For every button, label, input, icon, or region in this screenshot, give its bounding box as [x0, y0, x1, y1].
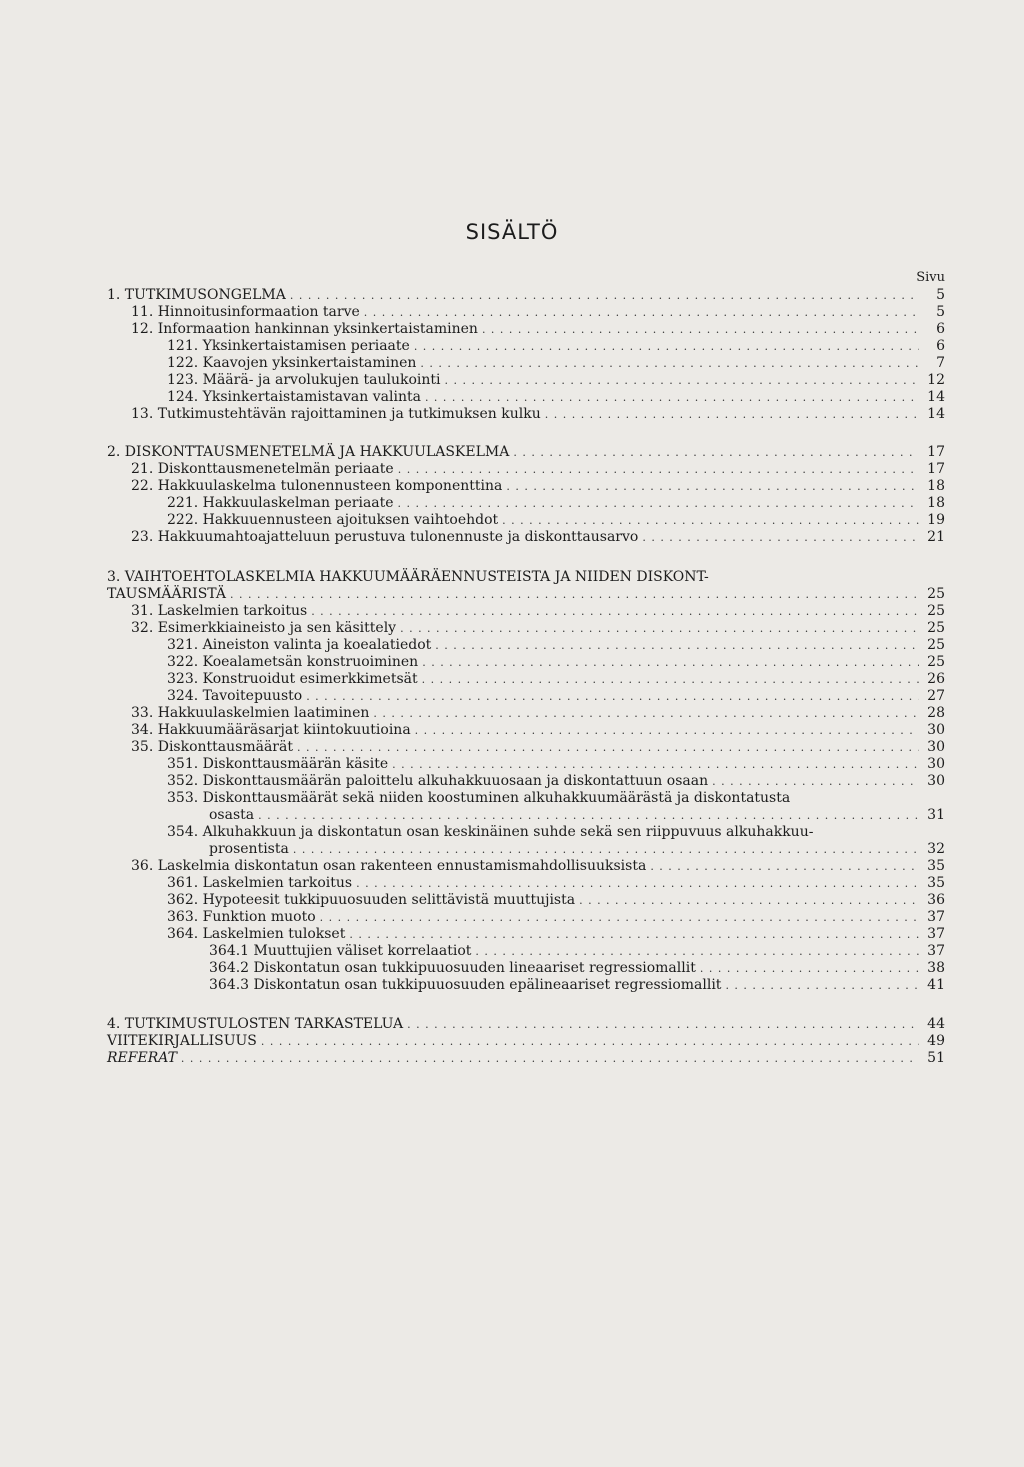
toc-entry-page: 44	[927, 1016, 945, 1032]
toc-entry-page: 7	[936, 355, 945, 371]
toc-entry-page: 31	[927, 807, 945, 823]
dot-leader	[725, 977, 919, 994]
toc-entry-label: 351. Diskonttausmäärän käsite	[167, 756, 389, 772]
toc-entry-label: 122. Kaavojen yksinkertaistaminen	[167, 355, 417, 371]
toc-entry-label: 321. Aineiston valinta ja koealatiedot	[167, 637, 432, 653]
toc-entry-label: 31. Laskelmien tarkoitus	[131, 603, 308, 619]
toc-entry-page: 25	[927, 637, 945, 653]
toc-entry-page: 37	[927, 909, 945, 925]
toc-entry-label: 2. DISKONTTAUSMENETELMÄ JA HAKKUULASKELMA	[107, 444, 510, 460]
dot-leader	[475, 943, 919, 960]
toc-entry-label: REFERAT	[107, 1050, 177, 1066]
toc-entry	[167, 637, 945, 654]
toc-entry-page: 37	[927, 926, 945, 942]
toc-entry-page: 30	[927, 756, 945, 772]
toc-entry-label: 1. TUTKIMUSONGELMA	[107, 287, 286, 303]
dot-leader	[414, 338, 919, 355]
toc-entry-page: 25	[927, 586, 945, 602]
dot-leader	[513, 444, 919, 461]
toc-entry-label: 35. Diskonttausmäärät	[131, 739, 293, 755]
toc-entry-label: TAUSMÄÄRISTÄ	[107, 586, 226, 602]
toc-entry	[131, 858, 945, 875]
toc-entry	[167, 355, 945, 372]
toc-entry	[209, 841, 945, 858]
toc-entry-label: 354. Alkuhakkuun ja diskontatun osan keskinäinen suhde sekä sen riippuvuus alkuhakkuu-	[167, 824, 814, 840]
toc-entry-label: 33. Hakkuulaskelmien laatiminen	[131, 705, 370, 721]
dot-leader	[320, 909, 919, 926]
dot-leader	[444, 372, 919, 389]
toc-entry-label: 22. Hakkuulaskelma tulonennusteen komponenttina	[131, 478, 503, 494]
toc-entry	[167, 372, 945, 389]
toc-entry	[167, 756, 945, 773]
toc-entry	[131, 705, 945, 722]
toc-entry	[107, 444, 945, 461]
toc-entry-page: 32	[927, 841, 945, 857]
dot-leader	[392, 756, 919, 773]
toc-entry	[131, 603, 945, 620]
toc-entry-page: 18	[927, 495, 945, 511]
toc-entry-page: 26	[927, 671, 945, 687]
toc-entry-page: 21	[927, 529, 945, 545]
toc-entry-label: 23. Hakkuumahtoajatteluun perustuva tulonennuste ja diskonttausarvo	[131, 529, 639, 545]
toc-entry	[209, 977, 945, 994]
toc-entry-label: 121. Yksinkertaistamisen periaate	[167, 338, 410, 354]
toc-entry-label: prosentista	[209, 841, 289, 857]
toc-entry-label: 322. Koealametsän konstruoiminen	[167, 654, 419, 670]
dot-leader	[398, 495, 919, 512]
dot-leader	[356, 875, 919, 892]
dot-leader	[422, 671, 919, 688]
toc-entry-page: 35	[927, 858, 945, 874]
toc-entry-label: 363. Funktion muoto	[167, 909, 316, 925]
toc-entry-label: 364. Laskelmien tulokset	[167, 926, 346, 942]
dot-leader	[306, 688, 919, 705]
toc-entry	[167, 389, 945, 406]
dot-leader	[364, 304, 919, 321]
toc-entry-label: 4. TUTKIMUSTULOSTEN TARKASTELUA	[107, 1016, 404, 1032]
dot-leader	[290, 287, 919, 304]
dot-leader	[373, 705, 919, 722]
toc-entry-page: 17	[927, 461, 945, 477]
toc-entry-page: 25	[927, 603, 945, 619]
toc-entry-label: 353. Diskonttausmäärät sekä niiden koostuminen alkuhakkuumäärästä ja diskontatusta	[167, 790, 791, 806]
toc-entry-label: 323. Konstruoidut esimerkkimetsät	[167, 671, 418, 687]
toc-entry	[107, 586, 945, 603]
dot-leader	[258, 807, 919, 824]
toc-entry-label: 32. Esimerkkiaineisto ja sen käsittely	[131, 620, 397, 636]
toc-entry-label: 36. Laskelmia diskontatun osan rakenteen ennustamismahdollisuuksista	[131, 858, 647, 874]
toc-entry-page: 12	[927, 372, 945, 388]
toc-entry-page: 38	[927, 960, 945, 976]
dot-leader	[712, 773, 919, 790]
toc-entry	[107, 569, 945, 586]
toc-entry	[167, 671, 945, 688]
dot-leader	[420, 355, 919, 372]
toc-entry-label: 361. Laskelmien tarkoitus	[167, 875, 353, 891]
toc-entry-page: 30	[927, 739, 945, 755]
toc-entry	[167, 892, 945, 909]
toc-entry-page: 17	[927, 444, 945, 460]
toc-entry	[131, 304, 945, 321]
toc-entry-page: 14	[927, 389, 945, 405]
toc-entry-label: 364.3 Diskontatun osan tukkipuuosuuden epälineaariset regressiomallit	[209, 977, 722, 993]
dot-leader	[422, 654, 919, 671]
toc-entry	[167, 790, 945, 807]
toc-entry-label: 3. VAIHTOEHTOLASKELMIA HAKKUUMÄÄRÄENNUSTEISTA JA NIIDEN DISKONT-	[107, 569, 709, 585]
dot-leader	[398, 461, 919, 478]
toc-entry-label: 12. Informaation hankinnan yksinkertaistaminen	[131, 321, 478, 337]
toc-entry-label: 34. Hakkuumääräsarjat kiintokuutioina	[131, 722, 411, 738]
toc-entry	[131, 529, 945, 546]
toc-entry	[131, 406, 945, 423]
dot-leader	[400, 620, 919, 637]
dot-leader	[407, 1016, 919, 1033]
toc-entry-label: 352. Diskonttausmäärän paloittelu alkuhakkuuosaan ja diskontattuun osaan	[167, 773, 709, 789]
toc-entry	[167, 495, 945, 512]
dot-leader	[230, 586, 919, 603]
dot-leader	[415, 722, 919, 739]
toc-entry	[107, 1050, 945, 1067]
dot-leader	[311, 603, 919, 620]
page-column-header: Sivu	[916, 270, 945, 285]
toc-entry	[131, 478, 945, 495]
toc-entry	[167, 875, 945, 892]
dot-leader	[297, 739, 919, 756]
toc-entry	[131, 722, 945, 739]
dot-leader	[545, 406, 919, 423]
toc-entry-label: 364.1 Muuttujien väliset korrelaatiot	[209, 943, 472, 959]
toc-entry	[209, 960, 945, 977]
toc-entry-page: 28	[927, 705, 945, 721]
toc-entry-page: 5	[936, 287, 945, 303]
toc-entry-page: 51	[927, 1050, 945, 1066]
toc-entry	[167, 338, 945, 355]
toc-entry-label: osasta	[209, 807, 255, 823]
toc-entry-page: 19	[927, 512, 945, 528]
dot-leader	[502, 512, 919, 529]
toc-entry-label: 13. Tutkimustehtävän rajoittaminen ja tutkimuksen kulku	[131, 406, 541, 422]
dot-leader	[425, 389, 919, 406]
toc-entry	[167, 512, 945, 529]
toc-entry	[131, 321, 945, 338]
toc-entry-page: 35	[927, 875, 945, 891]
dot-leader	[435, 637, 919, 654]
toc-entry-label: 21. Diskonttausmenetelmän periaate	[131, 461, 394, 477]
toc-entry-label: 222. Hakkuuennusteen ajoituksen vaihtoehdot	[167, 512, 499, 528]
toc-entry-page: 27	[927, 688, 945, 704]
toc-entry-label: 11. Hinnoitusinformaation tarve	[131, 304, 360, 320]
toc-entry-page: 30	[927, 773, 945, 789]
toc-entry-page: 18	[927, 478, 945, 494]
toc-entry	[167, 926, 945, 943]
toc-entry-page: 14	[927, 406, 945, 422]
toc-entry	[167, 824, 945, 841]
dot-leader	[482, 321, 919, 338]
toc-entry	[107, 1033, 945, 1050]
dot-leader	[293, 841, 919, 858]
toc-entry	[131, 739, 945, 756]
toc-entry	[107, 287, 945, 304]
toc-entry	[131, 620, 945, 637]
toc-entry-label: VIITEKIRJALLISUUS	[107, 1033, 257, 1049]
toc-entry-label: 364.2 Diskontatun osan tukkipuuosuuden lineaariset regressiomallit	[209, 960, 696, 976]
toc-entry	[209, 807, 945, 824]
toc-entry	[167, 909, 945, 926]
toc-entry-label: 362. Hypoteesit tukkipuuosuuden selittävistä muuttujista	[167, 892, 576, 908]
dot-leader	[506, 478, 919, 495]
dot-leader	[579, 892, 919, 909]
toc-entry-page: 41	[927, 977, 945, 993]
toc-entry-page: 37	[927, 943, 945, 959]
toc-entry	[107, 1016, 945, 1033]
dot-leader	[650, 858, 919, 875]
page-title: SISÄLTÖ	[465, 220, 559, 244]
toc-entry	[167, 654, 945, 671]
toc-entry-label: 324. Tavoitepuusto	[167, 688, 303, 704]
toc-entry-page: 25	[927, 620, 945, 636]
toc-entry-page: 5	[936, 304, 945, 320]
dot-leader	[349, 926, 919, 943]
dot-leader	[700, 960, 919, 977]
toc-entry-label: 221. Hakkuulaskelman periaate	[167, 495, 394, 511]
toc-entry-label: 123. Määrä- ja arvolukujen taulukointi	[167, 372, 441, 388]
toc-entry	[131, 461, 945, 478]
toc-entry-page: 25	[927, 654, 945, 670]
toc-entry	[167, 773, 945, 790]
toc-entry-label: 124. Yksinkertaistamistavan valinta	[167, 389, 421, 405]
toc-entry-page: 36	[927, 892, 945, 908]
toc-entry-page: 6	[936, 321, 945, 337]
dot-leader	[642, 529, 919, 546]
toc-entry-page: 49	[927, 1033, 945, 1049]
dot-leader	[181, 1050, 919, 1067]
toc-entry-page: 30	[927, 722, 945, 738]
toc-entry	[209, 943, 945, 960]
dot-leader	[261, 1033, 919, 1050]
toc-entry-page: 6	[936, 338, 945, 354]
toc-entry	[167, 688, 945, 705]
